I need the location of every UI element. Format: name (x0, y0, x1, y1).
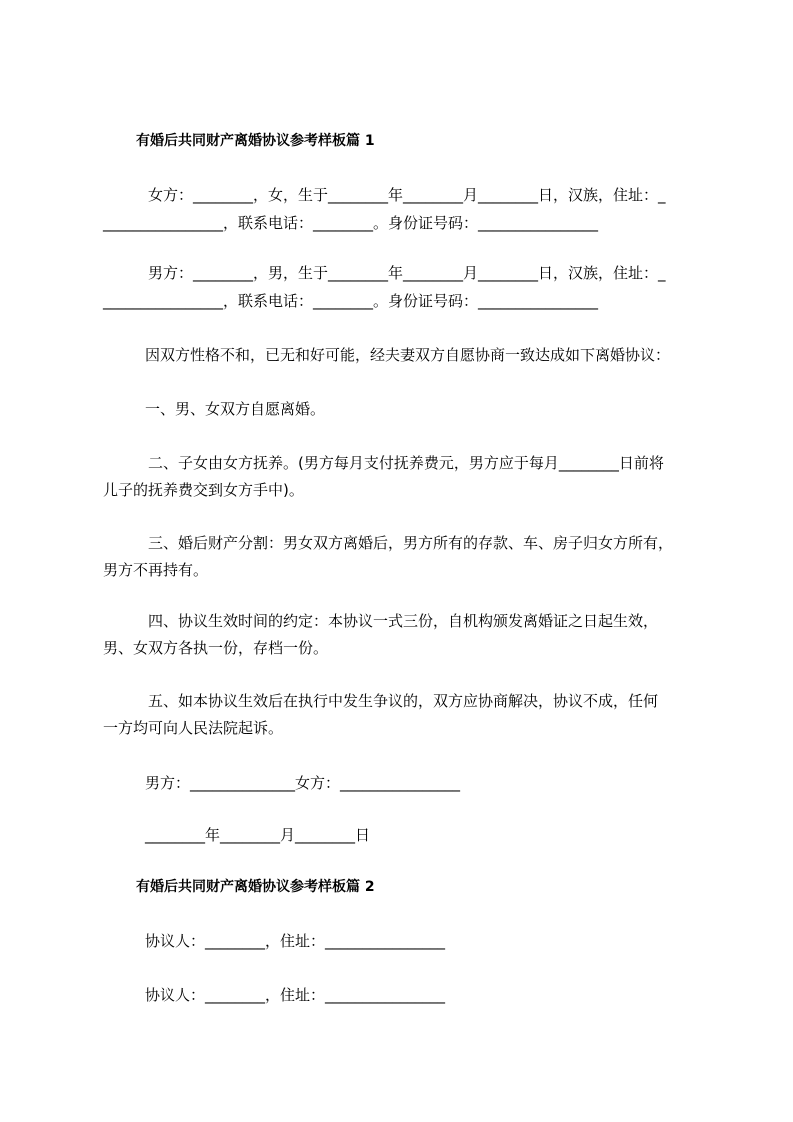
signature-line: 男方：______________女方：________________ (145, 774, 461, 792)
date-line: ________年________月________日 (145, 826, 371, 844)
clause-1: 一、男、女双方自愿离婚。 (145, 400, 326, 418)
party-line-1: 协议人：________，住址：________________ (145, 932, 446, 950)
woman-info-line-1: 女方：________，女，生于________年________月________日，汉族，住址：_ (148, 186, 666, 204)
clause-2-line-2: 儿子的抚养费交到女方手中)。 (103, 481, 304, 499)
clause-3-line-2: 男方不再持有。 (103, 561, 209, 579)
clause-5-line-2: 一方均可向人民法院起诉。 (103, 719, 284, 737)
clause-2-line-1: 二、子女由女方抚养。(男方每月支付抚养费元，男方应于每月________日前将 (148, 454, 664, 472)
intro-paragraph: 因双方性格不和，已无和好可能，经夫妻双方自愿协商一致达成如下离婚协议： (145, 346, 671, 364)
party-line-2: 协议人：________，住址：________________ (145, 986, 446, 1004)
clause-4-line-1: 四、协议生效时间的约定：本协议一式三份，自机构颁发离婚证之日起生效， (148, 612, 659, 630)
clause-3-line-1: 三、婚后财产分割：男女双方离婚后，男方所有的存款、车、房子归女方所有， (148, 534, 674, 552)
man-info-line-1: 男方：________，男，生于________年________月________日，汉族，住址：_ (148, 264, 666, 282)
section-heading-1: 有婚后共同财产离婚协议参考样板篇 1 (136, 133, 375, 149)
woman-info-line-2: ________________，联系电话：________。身份证号码：________________ (103, 214, 599, 232)
clause-4-line-2: 男、女双方各执一份，存档一份。 (103, 639, 329, 657)
section-heading-2: 有婚后共同财产离婚协议参考样板篇 2 (136, 879, 375, 895)
man-info-line-2: ________________，联系电话：________。身份证号码：________________ (103, 292, 599, 310)
clause-5-line-1: 五、如本协议生效后在执行中发生争议的，双方应协商解决，协议不成，任何 (148, 692, 659, 710)
